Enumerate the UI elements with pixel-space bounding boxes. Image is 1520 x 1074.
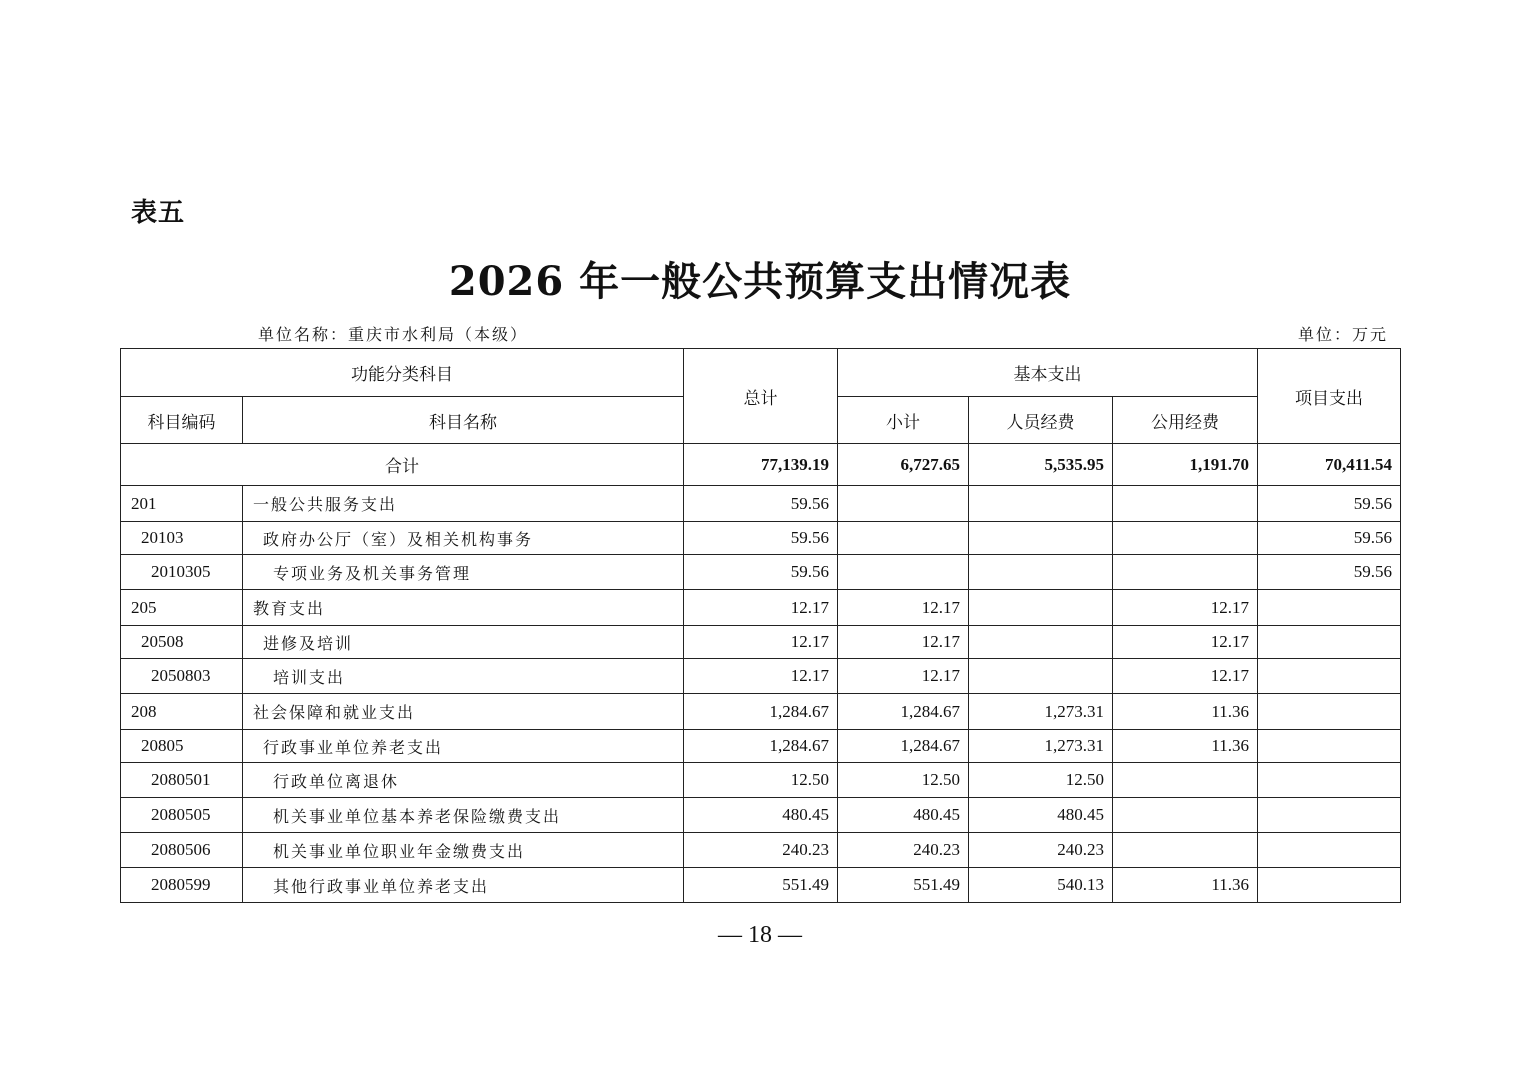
subtotal-cell: 12.50 <box>838 763 969 798</box>
code-cell: 2010305 <box>121 555 243 590</box>
personnel-cell: 540.13 <box>969 868 1113 903</box>
public-cell <box>1113 798 1258 833</box>
public-cell: 11.36 <box>1113 730 1258 763</box>
name-cell: 培训支出 <box>243 659 684 694</box>
code-cell: 2050803 <box>121 659 243 694</box>
name-cell: 进修及培训 <box>243 626 684 659</box>
project-cell: 59.56 <box>1258 486 1401 522</box>
header-function-category: 功能分类科目 <box>121 349 684 397</box>
personnel-cell: 12.50 <box>969 763 1113 798</box>
public-cell <box>1113 522 1258 555</box>
project-cell <box>1258 659 1401 694</box>
public-cell: 12.17 <box>1113 659 1258 694</box>
public-cell <box>1113 486 1258 522</box>
personnel-cell: 1,273.31 <box>969 694 1113 730</box>
name-cell: 专项业务及机关事务管理 <box>243 555 684 590</box>
subtotal-cell <box>838 522 969 555</box>
total-cell: 480.45 <box>684 798 838 833</box>
table-row <box>121 798 1401 833</box>
code-cell: 2080505 <box>121 798 243 833</box>
personnel-cell <box>969 626 1113 659</box>
header-row-1 <box>121 349 1401 397</box>
table-row <box>121 730 1401 763</box>
total-cell: 1,284.67 <box>684 694 838 730</box>
table-row <box>121 659 1401 694</box>
project-cell <box>1258 590 1401 626</box>
public-cell: 11.36 <box>1113 868 1258 903</box>
header-public: 公用经费 <box>1113 397 1258 444</box>
total-cell: 59.56 <box>684 522 838 555</box>
total-personnel: 5,535.95 <box>969 444 1113 486</box>
currency-unit: 单位：万元 <box>1297 325 1388 344</box>
name-cell: 社会保障和就业支出 <box>243 694 684 730</box>
code-cell: 201 <box>121 486 243 522</box>
total-label: 合计 <box>121 444 684 486</box>
project-cell <box>1258 763 1401 798</box>
personnel-cell: 1,273.31 <box>969 730 1113 763</box>
name-cell: 机关事业单位职业年金缴费支出 <box>243 833 684 868</box>
personnel-cell: 480.45 <box>969 798 1113 833</box>
public-cell: 12.17 <box>1113 626 1258 659</box>
name-cell: 行政事业单位养老支出 <box>243 730 684 763</box>
name-cell: 一般公共服务支出 <box>243 486 684 522</box>
total-public: 1,191.70 <box>1113 444 1258 486</box>
subtotal-cell <box>838 486 969 522</box>
subtotal-cell <box>838 555 969 590</box>
personnel-cell <box>969 486 1113 522</box>
total-cell: 12.17 <box>684 626 838 659</box>
public-cell: 12.17 <box>1113 590 1258 626</box>
subtotal-cell: 551.49 <box>838 868 969 903</box>
total-cell: 551.49 <box>684 868 838 903</box>
table-row <box>121 522 1401 555</box>
project-cell: 59.56 <box>1258 555 1401 590</box>
header-project: 项目支出 <box>1258 349 1401 444</box>
total-project: 70,411.54 <box>1258 444 1401 486</box>
table-row <box>121 868 1401 903</box>
code-cell: 20103 <box>121 522 243 555</box>
code-cell: 2080501 <box>121 763 243 798</box>
code-cell: 205 <box>121 590 243 626</box>
personnel-cell <box>969 522 1113 555</box>
public-cell: 11.36 <box>1113 694 1258 730</box>
project-cell <box>1258 730 1401 763</box>
table-row <box>121 486 1401 522</box>
total-cell: 59.56 <box>684 486 838 522</box>
personnel-cell: 240.23 <box>969 833 1113 868</box>
total-cell: 1,284.67 <box>684 730 838 763</box>
subtotal-cell: 12.17 <box>838 659 969 694</box>
code-cell: 20805 <box>121 730 243 763</box>
total-subtotal: 6,727.65 <box>838 444 969 486</box>
subtotal-cell: 12.17 <box>838 626 969 659</box>
total-cell: 12.17 <box>684 659 838 694</box>
project-cell <box>1258 833 1401 868</box>
total-cell: 12.17 <box>684 590 838 626</box>
code-cell: 2080599 <box>121 868 243 903</box>
header-name: 科目名称 <box>243 397 684 444</box>
table-row <box>121 694 1401 730</box>
personnel-cell <box>969 659 1113 694</box>
subtotal-cell: 1,284.67 <box>838 694 969 730</box>
name-cell: 行政单位离退休 <box>243 763 684 798</box>
header-total: 总计 <box>684 349 838 444</box>
table-row <box>121 626 1401 659</box>
code-cell: 20508 <box>121 626 243 659</box>
name-cell: 机关事业单位基本养老保险缴费支出 <box>243 798 684 833</box>
total-cell: 12.50 <box>684 763 838 798</box>
table-row <box>121 590 1401 626</box>
code-cell: 208 <box>121 694 243 730</box>
header-code: 科目编码 <box>121 397 243 444</box>
page-title: 2026 年一般公共预算支出情况表 <box>448 258 1072 305</box>
table-body <box>121 349 1401 903</box>
public-cell <box>1113 555 1258 590</box>
table-row <box>121 763 1401 798</box>
code-cell: 2080506 <box>121 833 243 868</box>
page-number: — 18 — <box>718 922 802 948</box>
project-cell <box>1258 868 1401 903</box>
total-cell: 59.56 <box>684 555 838 590</box>
unit-name: 单位名称：重庆市水利局（本级） <box>258 325 529 344</box>
subtotal-cell: 12.17 <box>838 590 969 626</box>
header-subtotal: 小计 <box>838 397 969 444</box>
budget-table <box>120 348 1401 903</box>
subtotal-cell: 1,284.67 <box>838 730 969 763</box>
name-cell: 教育支出 <box>243 590 684 626</box>
table-row <box>121 555 1401 590</box>
subtotal-cell: 240.23 <box>838 833 969 868</box>
total-cell: 240.23 <box>684 833 838 868</box>
table-label: 表五 <box>131 198 186 228</box>
personnel-cell <box>969 555 1113 590</box>
personnel-cell <box>969 590 1113 626</box>
public-cell <box>1113 763 1258 798</box>
public-cell <box>1113 833 1258 868</box>
name-cell: 政府办公厅（室）及相关机构事务 <box>243 522 684 555</box>
name-cell: 其他行政事业单位养老支出 <box>243 868 684 903</box>
table-row <box>121 833 1401 868</box>
total-total: 77,139.19 <box>684 444 838 486</box>
header-basic: 基本支出 <box>838 349 1258 397</box>
project-cell <box>1258 694 1401 730</box>
header-personnel: 人员经费 <box>969 397 1113 444</box>
total-row <box>121 444 1401 486</box>
project-cell <box>1258 798 1401 833</box>
project-cell: 59.56 <box>1258 522 1401 555</box>
subtotal-cell: 480.45 <box>838 798 969 833</box>
project-cell <box>1258 626 1401 659</box>
